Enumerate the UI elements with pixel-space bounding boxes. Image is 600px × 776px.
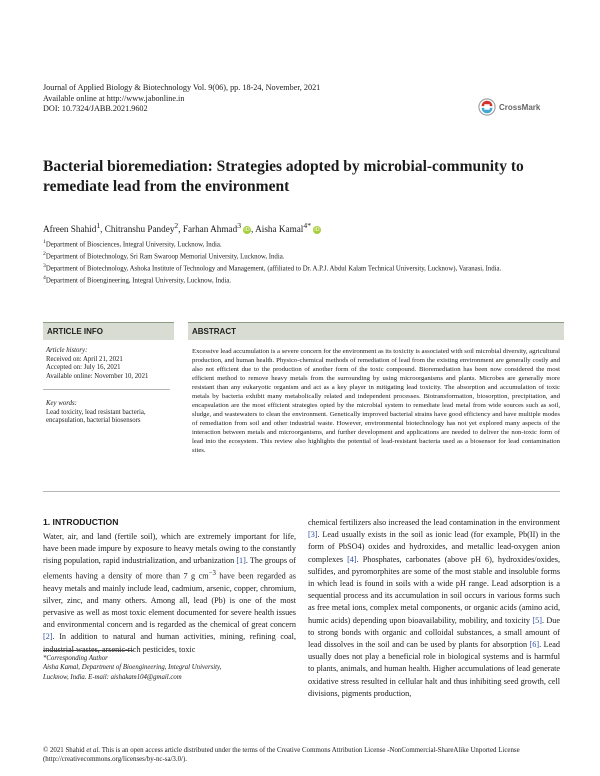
- author-list: [43, 221, 321, 234]
- footnote-email[interactable]: Lucknow, India. E-mail: aishakam104@gmail.com: [43, 673, 182, 681]
- affiliation-item: [43, 250, 559, 262]
- affiliation-mark: 2: [43, 251, 46, 258]
- body-text: . Due to strong bonds with organic and colloidal substances, a small amount of lead dissolves in the soil and can be used by plants for absorption: [308, 615, 560, 650]
- affiliation-mark: 1: [43, 239, 46, 245]
- author-separator: ,: [251, 224, 256, 235]
- body-text: chemical fertilizers also increased the lead contamination in the environment: [308, 518, 560, 527]
- body-text: . In addition to natural and human activities, mining, refining coal, industrial wastes, arsenic-rich pesticides, toxic: [43, 632, 296, 654]
- affiliation-text: Department of Biotechnology, Sri Ram Swaroop Memorial University, Lucknow, India.: [45, 253, 285, 261]
- citation-link[interactable]: [6]: [529, 640, 540, 650]
- journal-header: [43, 83, 320, 115]
- affiliation-text: Department of Bioengineering, Integral University, Lucknow, India.: [45, 277, 232, 285]
- journal-doi[interactable]: DOI: 10.7324/JABB.2021.9602: [43, 104, 148, 113]
- author-name[interactable]: Aisha Kamal: [255, 224, 304, 235]
- keywords-text: Lead toxicity, lead resistant bacteria, encapsulation, bacterial biosensors: [46, 408, 146, 425]
- author-name[interactable]: Afreen Shahid: [43, 224, 97, 235]
- orcid-icon[interactable]: iD: [314, 227, 320, 234]
- citation-link[interactable]: [5]: [532, 615, 542, 625]
- affiliations: [43, 238, 559, 286]
- journal-url[interactable]: Available online at http://www.jabonline.in: [43, 93, 185, 103]
- footnote-divider: [43, 650, 133, 651]
- abstract-text: Excessive lead accumulation is a severe concern for the environment as its toxicity is associated with soil microbial diversity, agricultural production, and human health. Physico-chemical methods of remediation of lead from the existing environment are generally costly and also not efficient due to the production of another form of the toxic compound. Bioremediation has been now considered the most efficient method to remove heavy metals from the surrounding by using microorganisms and plants. Microbes are generally more resistant than any eukaryotic organism and act as a key player in mitigating lead toxicity. The absorption and accumulation of toxic metals by bacteria exhibit many metabolically related and independent processes. Biotransformation, biosorption, precipitation, and encapsulation are the most efficient strategies opted by the microbial system to remediate lead metal from wide sources such as soil, sludge, and wastewaters to clean the environment. Genetically improved bacterial strains have good efficiency and have multiple modes of remediation from soil and other industrial waste. However, environmental biotechnology has not yet explored many aspects of the interaction between metals and microorganisms, and further development and applications are needed to deliver the non-toxic form of lead into the ecosystem. This review also highlights the potential of lead-resistant bacteria used as a biosensor for lead contamination sites.: [192, 348, 561, 454]
- affiliation-mark: 3: [43, 263, 46, 270]
- available-date: Available online: November 10, 2021: [46, 372, 149, 380]
- citation-link[interactable]: [4]: [347, 554, 357, 564]
- section-heading: 1. INTRODUCTION: [43, 517, 119, 527]
- orcid-icon[interactable]: iD: [244, 227, 250, 234]
- divider: [43, 389, 170, 390]
- divider: [43, 491, 560, 492]
- citation-link[interactable]: [2]: [43, 632, 53, 642]
- article-title: Bacterial bioremediation: Strategies adopted by microbial-community to remediate lead from the environment: [43, 158, 524, 195]
- author-name[interactable]: Chitranshu Pandey: [104, 224, 175, 235]
- body-text: . Lead usually exists in the soil as ionic lead (for example, Pb(II) in the form of PbSO4) oxides and hydroxides, and metallic lead-oxygen anion complexes: [308, 530, 560, 564]
- keywords-block: [46, 400, 172, 426]
- affiliation-mark: 4: [43, 275, 46, 282]
- author-affiliation-mark: 4*: [303, 221, 312, 230]
- author-separator: ,: [100, 224, 105, 235]
- body-text: . The groups of elements having a density of more than 7 g cm: [43, 556, 296, 581]
- body-column-right: [308, 517, 560, 700]
- received-date: Received on: April 21, 2021: [46, 355, 123, 363]
- author-separator: ,: [178, 224, 183, 235]
- article-info-body: [46, 347, 172, 381]
- citation-link[interactable]: [3]: [308, 530, 318, 540]
- affiliation-text: Department of Biotechnology, Ashoka Institute of Technology and Management, (affiliated to Dr. A.P.J. Abdul Kalam Technical University, Lucknow), Varanasi, India.: [45, 265, 502, 273]
- crossmark-icon: [478, 98, 496, 116]
- copyright-notice: [43, 746, 560, 764]
- history-label: Article history:: [46, 347, 88, 354]
- copyright-etal: et al.: [86, 747, 101, 754]
- affiliation-text: Department of Biosciences, Integral University, Lucknow, India.: [45, 241, 222, 249]
- body-text: . Phosphates, carbonates (above pH 6), hydroxides/oxides, sulfides, and pyromorphites are some of the most stable and insoluble forms in which lead is found in soils with a wide pH range. Lead adsorption is a sequential process and its accumulation in soil occurs in various forms such as free metal ions, complex metal components, or organic acids (amino acid, humic acids) depending upon bioavailability, mobility, and toxicity: [308, 554, 560, 625]
- body-text: . Lead usually does not play a beneficial role in biological systems and is harmful to plants, animals, and human health. Higher accumulations of lead generate oxidative stress resulted in cellular halt and thus inhibiting seed growth, cell divisions, pigments production,: [308, 640, 560, 698]
- crossmark-label: CrossMark: [499, 102, 541, 112]
- footnote-affiliation: Aisha Kamal, Department of Bioengineering, Integral University,: [43, 664, 222, 672]
- article-info-heading: ARTICLE INFO: [43, 322, 174, 340]
- copyright-license[interactable]: This is an open access article distributed under the terms of the Creative Commons Attribution License -NonCommercial-ShareAlike Unported License (http://creativecommons.org/licenses/by-nc-sa/3.0/).: [43, 747, 520, 764]
- keywords-label: Key words:: [46, 400, 77, 407]
- crossmark-badge[interactable]: [478, 96, 558, 118]
- abstract-heading: ABSTRACT: [188, 322, 564, 340]
- affiliation-item: [43, 238, 559, 250]
- accepted-date: Accepted on: July 16, 2021: [46, 364, 121, 372]
- body-column-left: [43, 531, 296, 656]
- intro-paragraph: [308, 517, 560, 700]
- intro-paragraph: [43, 531, 296, 656]
- body-text: have been regarded as heavy metals and mainly include lead, cadmium, arsenic, copper, chromium, silver, zinc, and many others. Among all, lead (Pb) is one of the most pervasive as well as most toxic element documented for severe health issues and environmental concern and is regarded as the chemical of great concern: [43, 571, 296, 630]
- abstract-body: [192, 347, 560, 455]
- affiliation-item: [43, 274, 559, 286]
- footnote-label: *Corresponding Author: [43, 655, 108, 662]
- author-affiliation-mark: 2: [174, 221, 179, 230]
- citation-link[interactable]: [1]: [236, 556, 246, 566]
- affiliation-item: [43, 262, 559, 274]
- corresponding-author-note: [43, 654, 296, 682]
- author-name[interactable]: Farhan Ahmad: [182, 224, 238, 235]
- body-text: Water, air, and land (fertile soil), which are extremely important for life, have been made impure by exposure to heavy metals owing to the constantly rising population, rapid industrialization, and urbanization: [43, 532, 296, 566]
- journal-citation: Journal of Applied Biology & Biotechnology Vol. 9(06), pp. 18-24, November, 2021: [43, 83, 321, 92]
- superscript: −3: [208, 569, 216, 577]
- author-affiliation-mark: 3: [237, 221, 242, 230]
- copyright-text: © 2021 Shahid: [43, 747, 87, 754]
- author-affiliation-mark: 1: [96, 221, 101, 230]
